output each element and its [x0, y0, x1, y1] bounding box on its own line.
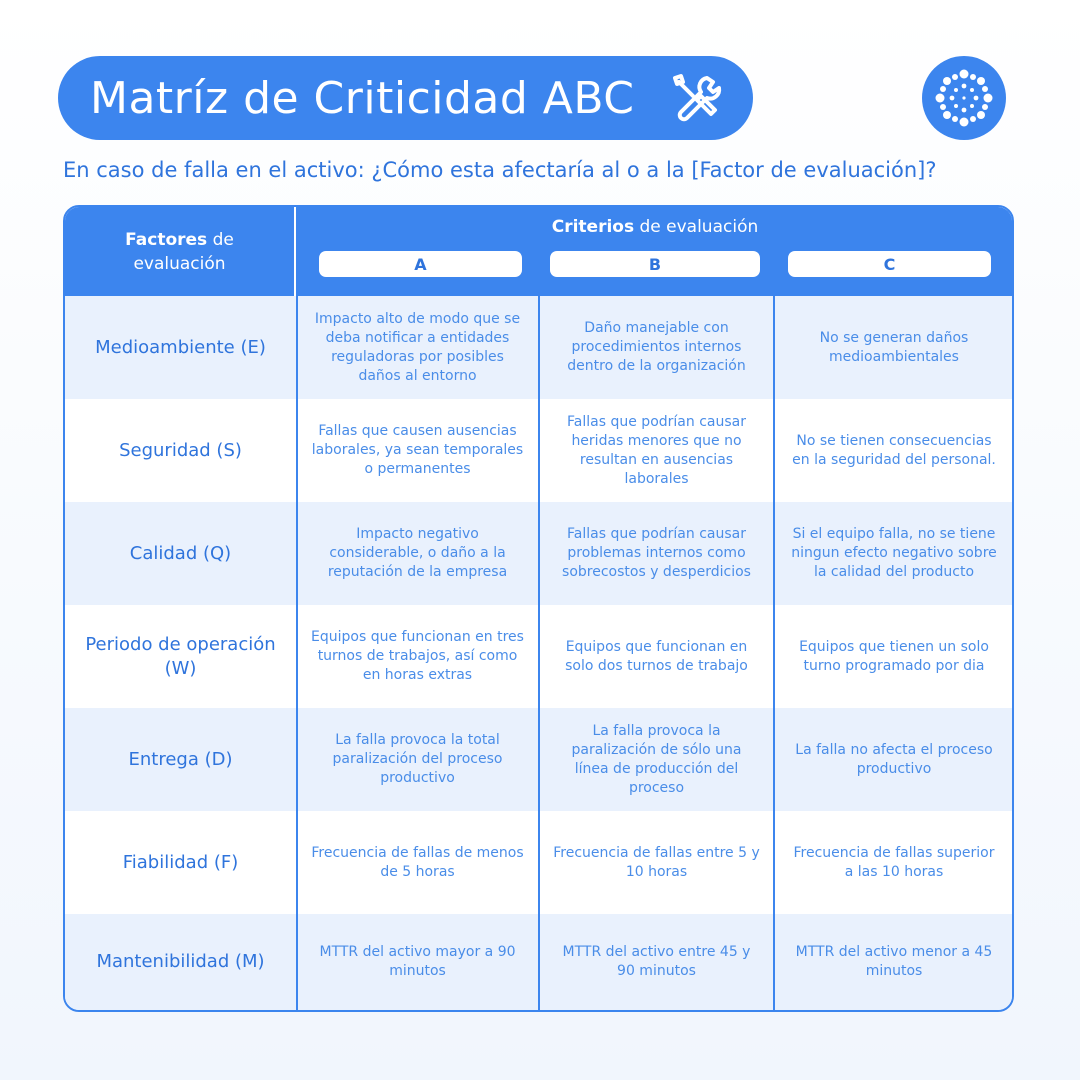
criteria-c-cell: [774, 399, 1014, 502]
dot-burst-logo-icon: [922, 56, 1006, 140]
header-factors-bold: Factores: [125, 229, 208, 250]
factor-cell: Fiabilidad (F): [122, 851, 239, 873]
criteria-a-cell: [296, 502, 539, 605]
criteria-b-cell: [539, 502, 774, 605]
criteria-c-text: La falla no afecta el proceso productivo: [795, 741, 993, 777]
criteria-c-text: Frecuencia de fallas superior a las 10 horas: [793, 844, 995, 880]
criteria-c-cell: [774, 296, 1014, 399]
criteria-a-cell: [296, 296, 539, 399]
criteria-b-text: Equipos que funcionan en solo dos turnos de trabajo: [565, 638, 748, 674]
factor-cell: Mantenibilidad (M): [96, 951, 265, 972]
column-label-b: B: [550, 251, 760, 277]
criteria-b-text: Fallas que podrían causar heridas menores que no resultan en ausencias laborales: [567, 413, 746, 487]
criteria-c-text: Si el equipo falla, no se tiene ningun efecto negativo sobre la calidad del producto: [791, 526, 997, 580]
header-criteria-rest: de evaluación: [634, 217, 759, 237]
column-divider: [773, 296, 775, 1012]
criteria-a-cell: [296, 914, 539, 1010]
header-factors-line2: evaluación: [133, 253, 226, 274]
criteria-c-cell: [774, 708, 1014, 811]
criteria-c-cell: [774, 502, 1014, 605]
criteria-b-cell: [539, 811, 774, 914]
criteria-b-cell: [539, 914, 774, 1010]
criteria-b-cell: [539, 708, 774, 811]
criteria-b-text: Frecuencia de fallas entre 5 y 10 horas: [553, 844, 760, 880]
criteria-c-cell: [774, 605, 1014, 708]
criticality-matrix-table: [63, 205, 1014, 1012]
header-criteria: [296, 217, 1014, 237]
criteria-b-cell: [539, 296, 774, 399]
subtitle-question: En caso de falla en el activo: ¿Cómo esta afectaría al o a la [Factor de evaluación]?: [63, 158, 937, 182]
criteria-b-text: Daño manejable con procedimientos internos dentro de la organización: [567, 320, 746, 374]
column-label-c: C: [788, 251, 991, 277]
criteria-b-cell: [539, 399, 774, 502]
column-divider: [538, 296, 540, 1012]
page-title: Matríz de Criticidad ABC: [90, 72, 635, 124]
criteria-b-text: MTTR del activo entre 45 y 90 minutos: [562, 944, 751, 979]
factor-cell: Calidad (Q): [129, 542, 232, 564]
criteria-a-text: Impacto negativo considerable, o daño a la reputación de la empresa: [327, 526, 508, 580]
criteria-a-cell: [296, 811, 539, 914]
criteria-c-text: MTTR del activo menor a 45 minutos: [795, 944, 993, 979]
factor-cell: Periodo de operación (W): [85, 633, 276, 679]
title-banner: [58, 56, 753, 140]
dot-burst-logo-icon: [922, 56, 1006, 140]
criteria-a-text: MTTR del activo mayor a 90 minutos: [319, 944, 516, 979]
criteria-a-text: La falla provoca la total paralización del proceso productivo: [332, 732, 503, 786]
criteria-a-text: Impacto alto de modo que se deba notificar a entidades reguladoras por posibles daños al entorno: [314, 310, 521, 384]
criteria-a-cell: [296, 399, 539, 502]
criteria-a-text: Fallas que causen ausencias laborales, ya sean temporales o permanentes: [311, 423, 524, 477]
table-header: [65, 207, 1012, 296]
criteria-b-text: Fallas que podrían causar problemas internos como sobrecostos y desperdicios: [562, 526, 751, 580]
criteria-a-text: Equipos que funcionan en tres turnos de trabajos, así como en horas extras: [311, 629, 524, 683]
criteria-a-cell: [296, 605, 539, 708]
factor-cell: Seguridad (S): [119, 439, 242, 461]
header-factors-rest: de: [207, 229, 234, 250]
column-label-a: A: [319, 251, 522, 277]
header-criteria-bold: Criterios: [551, 217, 635, 237]
tools-icon: [671, 72, 723, 124]
criteria-c-cell: [774, 811, 1014, 914]
factor-cell: Entrega (D): [128, 748, 233, 770]
criteria-c-text: Equipos que tienen un solo turno programado por dia: [799, 638, 989, 674]
factor-cell: Medioambiente (E): [95, 336, 266, 358]
criteria-a-cell: [296, 708, 539, 811]
criteria-c-cell: [774, 914, 1014, 1010]
criteria-a-text: Frecuencia de fallas de menos de 5 horas: [311, 844, 524, 880]
criteria-b-text: La falla provoca la paralización de sólo una línea de producción del proceso: [571, 722, 742, 796]
criteria-b-cell: [539, 605, 774, 708]
column-divider: [296, 296, 298, 1012]
criteria-c-text: No se generan daños medioambientales: [819, 329, 969, 365]
criteria-c-text: No se tienen consecuencias en la seguridad del personal.: [792, 432, 996, 468]
header-factors: [65, 207, 296, 296]
